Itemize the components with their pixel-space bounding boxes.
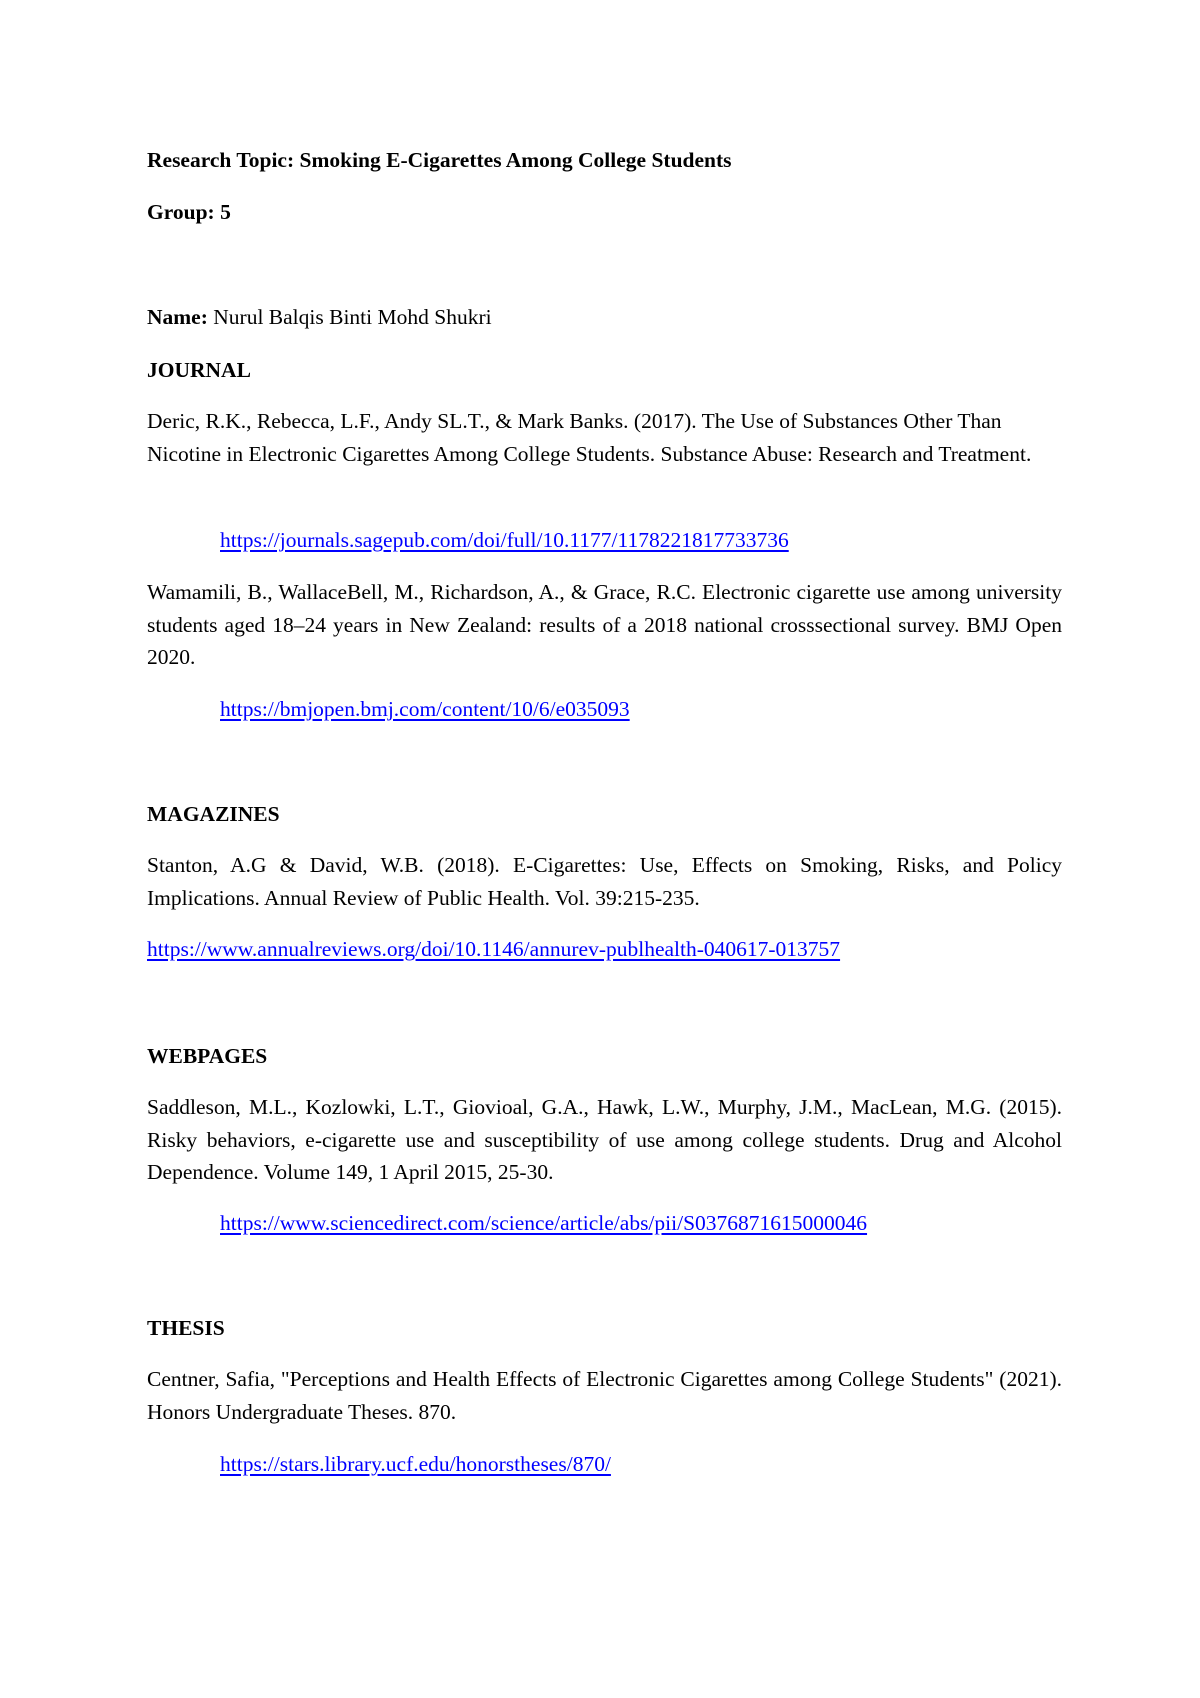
webpages-ref-1: Saddleson, M.L., Kozlowki, L.T., Giovioal, G.A., Hawk, L.W., Murphy, J.M., MacLean, M.G. (2015). Risky behaviors, e-cigarette use and susceptibility of use among college students. Drug and Alcohol Dependence. Volume 149, 1 April 2015, 25-30. [147, 1095, 1062, 1184]
group-label: Group: [147, 200, 215, 224]
journal-ref-2-link-line [147, 693, 1062, 726]
webpages-ref-1-link-line [147, 1207, 1062, 1240]
group-line [147, 196, 1062, 229]
group-value: 5 [220, 200, 231, 224]
thesis-ref-1: Centner, Safia, "Perceptions and Health Effects of Electronic Cigarettes among College Students" (2021). Honors Undergraduate Theses. 870. [147, 1367, 1062, 1424]
name-label: Name: [147, 305, 208, 329]
journal-ref-2-link[interactable]: https://bmjopen.bmj.com/content/10/6/e035093 [220, 697, 630, 721]
webpages-ref-1-link[interactable]: https://www.sciencedirect.com/science/article/abs/pii/S0376871615000046 [220, 1211, 868, 1235]
thesis-ref-1-link-line [147, 1448, 1062, 1481]
journal-heading: JOURNAL [147, 358, 251, 382]
name-line [147, 301, 1062, 334]
journal-ref-1-link[interactable]: https://journals.sagepub.com/doi/full/10.1177/1178221817733736 [220, 528, 789, 552]
magazines-heading: MAGAZINES [147, 802, 280, 826]
topic-label: Research Topic: [147, 148, 295, 172]
magazines-ref-1-link-line [147, 933, 1062, 966]
journal-ref-1-link-line [147, 524, 1062, 557]
webpages-heading: WEBPAGES [147, 1044, 268, 1068]
magazines-ref-1-link[interactable]: https://www.annualreviews.org/doi/10.1146/annurev-publhealth-040617-013757 [147, 937, 841, 961]
magazines-ref-1: Stanton, A.G & David, W.B. (2018). E-Cigarettes: Use, Effects on Smoking, Risks, and Policy Implications. Annual Review of Public Health. Vol. 39:215-235. [147, 853, 1062, 910]
journal-ref-2: Wamamili, B., WallaceBell, M., Richardson, A., & Grace, R.C. Electronic cigarette use among university students aged 18–24 years in New Zealand: results of a 2018 national crosssectional survey. BMJ Open 2020. [147, 580, 1062, 669]
name-value: Nurul Balqis Binti Mohd Shukri [213, 305, 492, 329]
research-topic-line [147, 144, 1062, 177]
journal-ref-1: Deric, R.K., Rebecca, L.F., Andy SL.T., & Mark Banks. (2017). The Use of Substances Other Than Nicotine in Electronic Cigarettes Among College Students. Substance Abuse: Research and Treatment. [147, 409, 1032, 466]
document-page [147, 0, 1062, 1698]
thesis-ref-1-link[interactable]: https://stars.library.ucf.edu/honorstheses/870/ [220, 1452, 611, 1476]
thesis-heading: THESIS [147, 1316, 225, 1340]
topic-value: Smoking E-Cigarettes Among College Students [299, 148, 732, 172]
